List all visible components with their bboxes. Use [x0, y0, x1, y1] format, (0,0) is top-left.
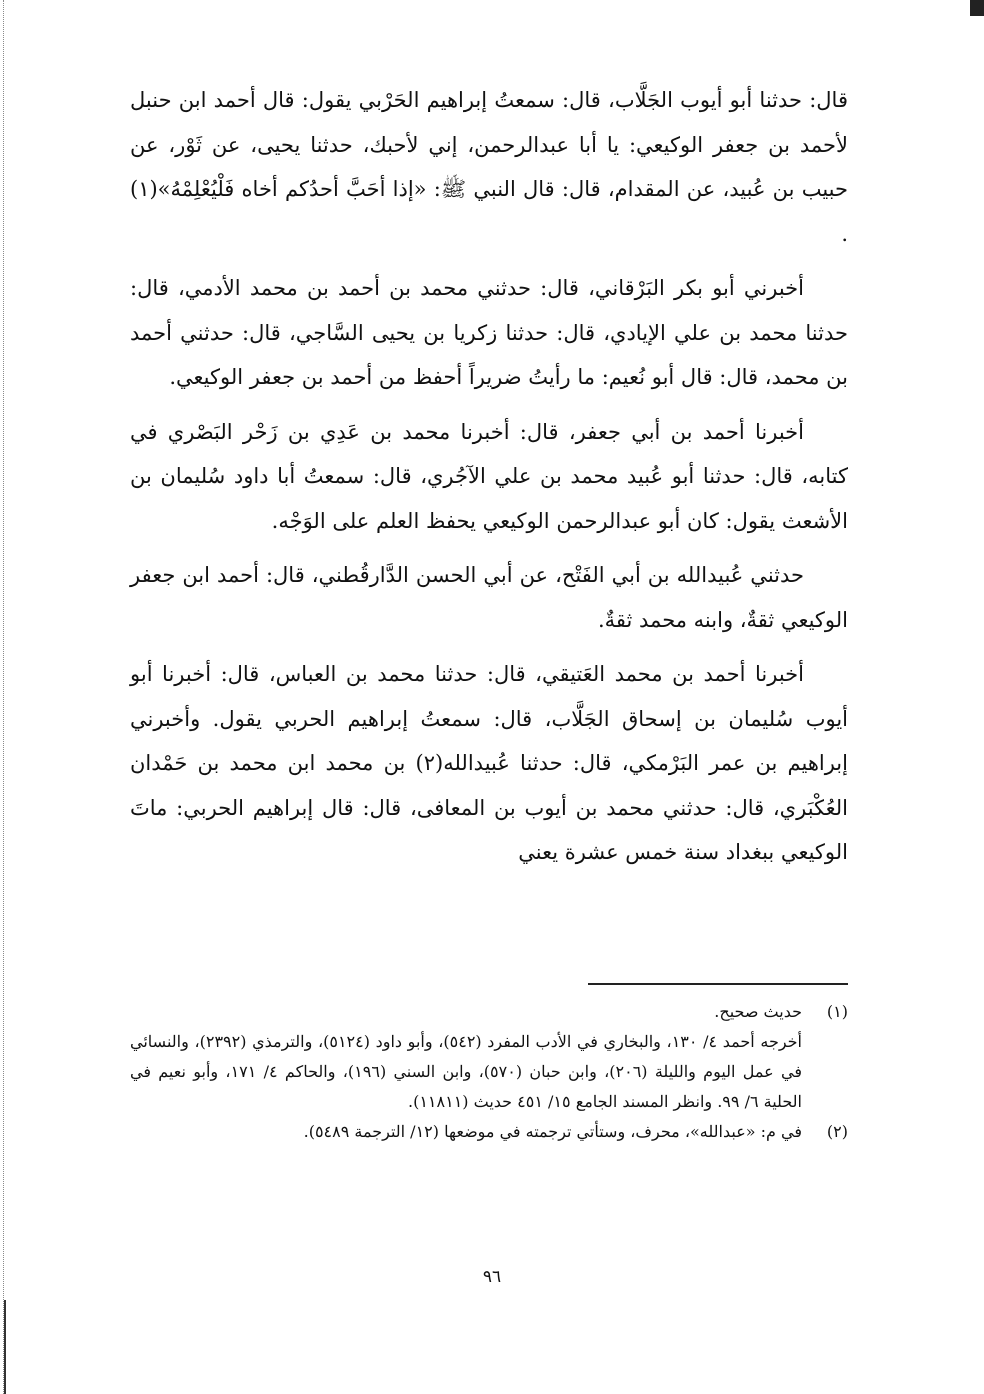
paragraph: أخبرنا أحمد بن أبي جعفر، قال: أخبرنا محمد بن عَدِي بن زَحْر البَصْري في كتابه، قال: حدثنا أبو عُبيد محمد بن علي الآجُري، قال: سمعتُ أبا داود سُليمان بن الأشعث يقول: كان أبو عبدالرحمن الوكيعي يحفظ العلم على الوَجْه. — [130, 419, 848, 533]
footnote — [130, 1117, 848, 1147]
scan-edge-mark — [3, 0, 12, 1394]
paragraph: أخبرني أبو بكر البَرْقاني، قال: حدثني محمد بن أحمد بن محمد الأدمي، قال: حدثنا محمد بن علي الإيادي، قال: حدثنا زكريا بن يحيى السَّاجي، قال: حدثني أحمد بن محمد، قال: قال أبو نُعيم: ما رأيتُ ضريراً أحفظ من أحمد بن جعفر الوكيعي. — [130, 276, 848, 389]
footnote-line: أخرجه أحمد ٤/ ١٣٠، والبخاري في الأدب المفرد (٥٤٢)، وأبو داود (٥١٢٤)، والترمذي (٢٣٩٢)، والنسائي في عمل اليوم والليلة (٢٠٦)، وابن حبان (٥٧٠)، وابن السني (١٩٦)، والحاكم ٤/ ١٧١، وأبو نعيم في الحلية ٦/ ٩٩. وانظر المسند الجامع ١٥/ ٤٥١ حديث (١١٨١١). — [130, 1032, 803, 1111]
main-text — [130, 78, 848, 875]
footnote-line: حديث صحيح. — [714, 1002, 802, 1021]
scan-corner-mark — [970, 0, 984, 16]
footnote-number: (٢) — [826, 1122, 848, 1141]
footnotes — [130, 997, 848, 1147]
footnote-line: في م: «عبدالله»، محرف، وستأتي ترجمته في موضعها (١٢/ الترجمة ٥٤٨٩). — [303, 1122, 802, 1141]
footnote-number: (١) — [826, 1002, 848, 1021]
footnote-separator — [588, 983, 848, 985]
paragraph: أخبرنا أحمد بن محمد العَتيقي، قال: حدثنا محمد بن العباس، قال: أخبرنا أبو أيوب سُليمان بن إسحاق الجَلَّاب، قال: سمعتُ إبراهيم الحربي يقول. وأخبرني إبراهيم بن عمر البَرْمكي، قال: حدثنا عُبيدالله(٢) بن محمد ابن محمد بن حَمْدان العُكْبَري، قال: حدثني محمد بن أيوب بن المعافى، قال: قال إبراهيم الحربي: ماتَ الوكيعي ببغداد سنة خمس عشرة يعني — [130, 662, 848, 864]
footnote-body — [130, 1117, 802, 1147]
footnote-body — [130, 997, 802, 1117]
page-number: ٩٦ — [482, 1267, 502, 1287]
paragraph: حدثني عُبيدالله بن أبي الفَتْح، عن أبي الحسن الدَّارقُطني، قال: أحمد ابن جعفر الوكيعي ثقةٌ، وابنه محمد ثقةٌ. — [130, 563, 848, 632]
paragraph: قال: حدثنا أبو أيوب الجَلَّاب، قال: سمعتُ إبراهيم الحَرْبي يقول: قال أحمد ابن حنبل لأحمد بن جعفر الوكيعي: يا أبا عبدالرحمن، إني لأحبك، حدثنا يحيى، عن ثَوْر، عن حبيب بن عُبيد، عن المقدام، قال: قال النبي ﷺ: «إذا أحَبَّ أحدُكم أخاه فَلْيُعْلِمْهُ»(١) . — [130, 88, 848, 246]
footnote — [130, 997, 848, 1117]
